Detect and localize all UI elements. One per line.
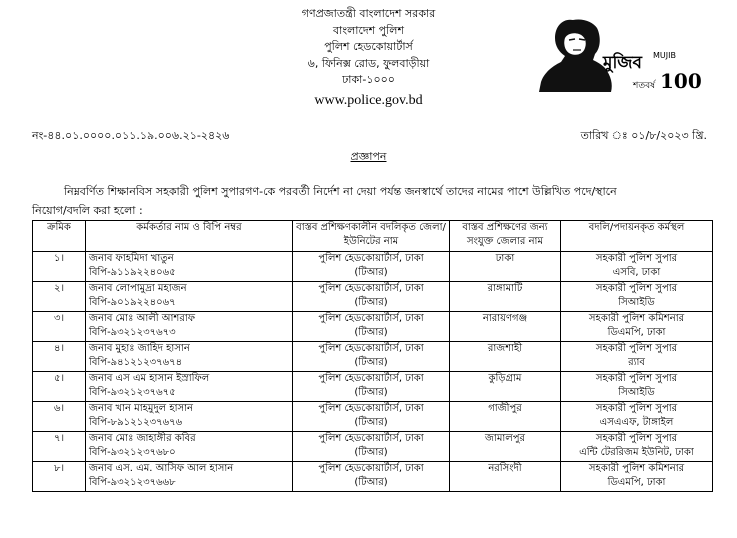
- serial-number: ৫।: [53, 373, 65, 384]
- address-line: ৬, ফিনিক্স রোড, ফুলবাড়ীয়া: [307, 56, 430, 70]
- attached-district: নারায়ণগঞ্জ: [450, 312, 561, 342]
- col-header-serial: ক্রমিক: [33, 221, 86, 252]
- training-unit-code: (টিআর): [354, 417, 388, 428]
- posting-place: এসবি, ঢাকা: [612, 267, 661, 278]
- website-link[interactable]: www.police.gov.bd: [314, 92, 423, 108]
- col-header-name: কর্মকর্তার নাম ও বিপি নম্বর: [86, 221, 293, 252]
- attached-district: কুড়িগ্রাম: [450, 372, 561, 402]
- training-unit-code: (টিআর): [354, 267, 388, 278]
- attached-district: রাজশাহী: [450, 342, 561, 372]
- serial-number: ৬।: [53, 403, 65, 414]
- officer-name: জনাব ফাহমিদা খাতুন: [89, 253, 174, 264]
- officer-name: জনাব লোপামুদ্রা মহাজন: [89, 283, 187, 294]
- officer-cell: [86, 312, 293, 342]
- mujib-logo: [515, 10, 702, 100]
- serial-number: ৪।: [53, 343, 65, 354]
- row-serial: [33, 282, 86, 312]
- training-unit-code: (টিআর): [354, 387, 388, 398]
- attached-district: গাজীপুর: [450, 402, 561, 432]
- officer-cell: [86, 402, 293, 432]
- officer-name: জনাব এস. এম. আসিফ আল হাসান: [89, 463, 234, 474]
- row-serial: [33, 312, 86, 342]
- posting-cell: [561, 252, 713, 282]
- posting-cell: [561, 402, 713, 432]
- posting-place: ডিএমপি, ঢাকা: [607, 477, 666, 488]
- posting-title: সহকারী পুলিশ সুপার: [595, 403, 678, 414]
- training-unit: পুলিশ হেডকোয়ার্টার্স, ঢাকা: [318, 433, 424, 444]
- bp-number: বিপি-৯৩২১২৩৭৬৬৮: [89, 477, 176, 488]
- posting-cell: [561, 462, 713, 492]
- row-serial: [33, 432, 86, 462]
- officer-name: জনাব মুহাঃ জাহিদ হাসান: [89, 343, 190, 354]
- training-unit: পুলিশ হেডকোয়ার্টার্স, ঢাকা: [318, 313, 424, 324]
- posting-cell: [561, 432, 713, 462]
- training-unit-cell: [293, 282, 450, 312]
- transfer-table: [32, 220, 713, 492]
- serial-number: ৭।: [53, 433, 65, 444]
- notice-title-wrap: [0, 148, 737, 167]
- row-serial: [33, 252, 86, 282]
- training-unit-code: (টিআর): [354, 327, 388, 338]
- posting-place: ডিএমপি, ঢাকা: [607, 327, 666, 338]
- training-unit-cell: [293, 372, 450, 402]
- bp-number: বিপি-৯৩২১২৩৭৬৭৫: [89, 387, 176, 398]
- posting-cell: [561, 282, 713, 312]
- training-unit: পুলিশ হেডকোয়ার্টার্স, ঢাকা: [318, 403, 424, 414]
- police-name: বাংলাদেশ পুলিশ: [333, 23, 404, 37]
- training-unit: পুলিশ হেডকোয়ার্টার্স, ঢাকা: [318, 373, 424, 384]
- training-unit-code: (টিআর): [354, 447, 388, 458]
- posting-title: সহকারী পুলিশ সুপার: [595, 373, 678, 384]
- table-row: [33, 462, 713, 492]
- table-row: [33, 312, 713, 342]
- training-unit-cell: [293, 402, 450, 432]
- officer-cell: [86, 372, 293, 402]
- bp-number: বিপি-৯১১৯২২৪০৬৫: [89, 267, 176, 278]
- officer-cell: [86, 252, 293, 282]
- serial-number: ২।: [53, 283, 65, 294]
- officer-cell: [86, 462, 293, 492]
- row-serial: [33, 372, 86, 402]
- posting-title: সহকারী পুলিশ কমিশনার: [588, 463, 685, 474]
- officer-cell: [86, 282, 293, 312]
- memo-date: তারিখ ঃ ০১/৮/২০২৩ খ্রি.: [580, 129, 707, 142]
- attached-district: নরসিংদী: [450, 462, 561, 492]
- posting-cell: [561, 312, 713, 342]
- officer-name: জনাব এস এম হাসান ইস্রাফিল: [89, 373, 210, 384]
- logo-text-shatabarsha: শতবর্ষ: [633, 81, 656, 91]
- table-row: [33, 342, 713, 372]
- hq-name: পুলিশ হেডকোয়ার্টার্স: [324, 40, 413, 53]
- training-unit: পুলিশ হেডকোয়ার্টার্স, ঢাকা: [318, 253, 424, 264]
- row-serial: [33, 462, 86, 492]
- officer-name: জনাব মোঃ আলী আশরাফ: [89, 313, 196, 324]
- officer-cell: [86, 432, 293, 462]
- col-header-posting: বদলি/পদায়নকৃত কর্মস্থল: [561, 221, 713, 252]
- training-unit: পুলিশ হেডকোয়ার্টার্স, ঢাকা: [318, 283, 424, 294]
- table-row: [33, 372, 713, 402]
- posting-title: সহকারী পুলিশ কমিশনার: [588, 313, 685, 324]
- training-unit-cell: [293, 462, 450, 492]
- attached-district: ঢাকা: [450, 252, 561, 282]
- table-row: [33, 252, 713, 282]
- training-unit-cell: [293, 252, 450, 282]
- serial-number: ৮।: [53, 463, 65, 474]
- logo-text-mujib-en: MUJIB: [653, 51, 676, 60]
- logo-text-100: 100: [660, 69, 702, 93]
- memo-number: নং-৪৪.০১.০০০০.০১১.১৯.০০৬.২১-২৪২৬: [32, 129, 230, 142]
- training-unit-code: (টিআর): [354, 477, 388, 488]
- col-header-attached-district: বাস্তব প্রশিক্ষণের জন্য সংযুক্ত জেলার নাম: [450, 221, 561, 252]
- officer-cell: [86, 342, 293, 372]
- officer-name: জনাব খান মাহমুদুল হাসান: [89, 403, 193, 414]
- training-unit-cell: [293, 312, 450, 342]
- posting-place: এসএএফ, টাঙ্গাইল: [599, 417, 674, 428]
- training-unit: পুলিশ হেডকোয়ার্টার্স, ঢাকা: [318, 343, 424, 354]
- city-line: ঢাকা-১০০০: [342, 73, 395, 86]
- posting-title: সহকারী পুলিশ সুপার: [595, 343, 678, 354]
- table-header-row: [33, 221, 713, 252]
- notice-title: প্রজ্ঞাপন: [350, 150, 387, 163]
- table-row: [33, 282, 713, 312]
- training-unit-code: (টিআর): [354, 357, 388, 368]
- attached-district: জামালপুর: [450, 432, 561, 462]
- bp-number: বিপি-৯৩২১২৩৭৬৮০: [89, 447, 176, 458]
- posting-place: সিআইডি: [618, 297, 655, 308]
- posting-title: সহকারী পুলিশ সুপার: [595, 433, 678, 444]
- bp-number: বিপি-৯০১৯২২৪০৬৭: [89, 297, 176, 308]
- posting-cell: [561, 342, 713, 372]
- serial-number: ৩।: [53, 313, 65, 324]
- attached-district: রাঙ্গামাটি: [450, 282, 561, 312]
- posting-place: র‍্যাব: [628, 357, 645, 368]
- posting-cell: [561, 372, 713, 402]
- row-serial: [33, 402, 86, 432]
- table-row: [33, 432, 713, 462]
- intro-line-1: নিম্নবর্ণিত শিক্ষানবিস সহকারী পুলিশ সুপারগণ-কে পরবর্তী নির্দেশ না দেয়া পর্যন্ত জনস্বার্থে তাদের নামের পাশে উল্লিখিত পদে/স্থানে: [64, 185, 617, 198]
- serial-number: ১।: [53, 253, 65, 264]
- bp-number: বিপি-৯৩২১২৩৭৬৭৩: [89, 327, 176, 338]
- training-unit-cell: [293, 432, 450, 462]
- posting-title: সহকারী পুলিশ সুপার: [595, 253, 678, 264]
- training-unit-code: (টিআর): [354, 297, 388, 308]
- posting-title: সহকারী পুলিশ সুপার: [595, 283, 678, 294]
- govt-name: গণপ্রজাতন্ত্রী বাংলাদেশ সরকার: [301, 7, 436, 20]
- bp-number: বিপি-৯৪১২১২৩৭৬৭৪: [89, 357, 183, 368]
- col-header-training-unit: বাস্তব প্রশিক্ষণকালীন বদলিকৃত জেলা/ইউনিটের নাম: [293, 221, 450, 252]
- intro-line-2: নিয়োগ/বদলি করা হলো :: [32, 204, 143, 217]
- row-serial: [33, 342, 86, 372]
- logo-text-mujib: মুজিব: [603, 53, 642, 73]
- training-unit: পুলিশ হেডকোয়ার্টার্স, ঢাকা: [318, 463, 424, 474]
- bp-number: বিপি-৮৯১২১২৩৭৬৭৬: [89, 417, 183, 428]
- posting-place: এন্টি টেররিজম ইউনিট, ঢাকা: [579, 447, 694, 458]
- officer-name: জনাব মোঃ জাহাঙ্গীর কবির: [89, 433, 196, 444]
- posting-place: সিআইডি: [618, 387, 655, 398]
- training-unit-cell: [293, 342, 450, 372]
- table-row: [33, 402, 713, 432]
